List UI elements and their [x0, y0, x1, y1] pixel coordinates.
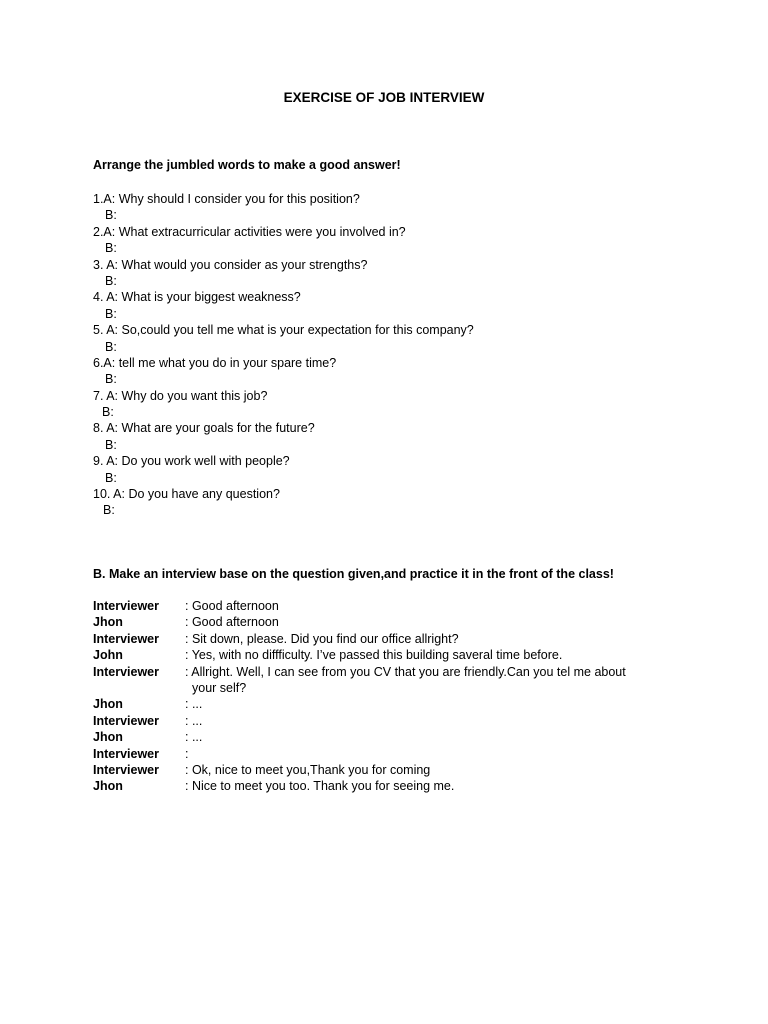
- dialog-line: : Ok, nice to meet you,Thank you for coming: [185, 763, 431, 778]
- dialog-line: : Allright. Well, I can see from you CV that you are friendly.Can you tel me about: [185, 664, 626, 679]
- dialog-row: [93, 746, 673, 762]
- speaker-name: Interviewer: [93, 599, 160, 613]
- question-8: 8. A: What are your goals for the future?: [93, 421, 315, 436]
- dialog-line-wrapped: [185, 664, 673, 697]
- dialog-line-continuation: your self?: [192, 681, 247, 696]
- dialog-line: : ...: [185, 697, 203, 712]
- dialog-row: [93, 598, 673, 614]
- dialog-row: [93, 729, 673, 745]
- speaker-name: Interviewer: [93, 664, 160, 679]
- speaker-name: Interviewer: [93, 713, 160, 728]
- answer-3: B:: [105, 273, 117, 288]
- answer-7: B:: [102, 405, 114, 420]
- question-9: 9. A: Do you work well with people?: [93, 454, 290, 469]
- answer-8: B:: [105, 437, 117, 452]
- dialog-row: [93, 696, 673, 712]
- dialog-line: : Nice to meet you too. Thank you for seeing me.: [185, 779, 455, 794]
- speaker-name: Interviewer: [93, 746, 160, 761]
- dialog-row: [93, 713, 673, 729]
- answer-4: B:: [105, 306, 117, 321]
- dialog-line: : Good afternoon: [185, 615, 279, 630]
- section-b-instruction: B. Make an interview base on the question given,and practice it in the front of the class!: [93, 567, 614, 581]
- speaker-name: Jhon: [93, 779, 123, 794]
- dialog-line: : ...: [185, 730, 203, 745]
- answer-2: B:: [105, 241, 117, 256]
- question-4: 4. A: What is your biggest weakness?: [93, 290, 301, 305]
- dialog-line: :: [185, 746, 189, 761]
- dialog-row: [93, 778, 673, 794]
- question-10: 10. A: Do you have any question?: [93, 487, 280, 502]
- speaker-name: Interviewer: [93, 763, 160, 778]
- dialog-line: : Good afternoon: [185, 599, 279, 613]
- question-list: [93, 191, 474, 519]
- page-title: EXERCISE OF JOB INTERVIEW: [283, 90, 485, 105]
- dialog-line: : Yes, with no diffficulty. I’ve passed this building saveral time before.: [185, 648, 563, 663]
- dialog-line: : ...: [185, 713, 203, 728]
- answer-6: B:: [105, 372, 117, 387]
- dialog-row: [93, 631, 673, 647]
- speaker-name: Jhon: [93, 697, 123, 712]
- speaker-name: John: [93, 648, 123, 663]
- answer-5: B:: [105, 339, 117, 354]
- question-1: 1.A: Why should I consider you for this position?: [93, 192, 360, 206]
- question-6: 6.A: tell me what you do in your spare time?: [93, 355, 337, 370]
- question-7: 7. A: Why do you want this job?: [93, 388, 268, 403]
- dialog-row: [93, 647, 673, 663]
- answer-10: B:: [103, 503, 115, 518]
- speaker-name: Jhon: [93, 730, 123, 745]
- dialog-row: [93, 762, 673, 778]
- dialog-row: [93, 664, 673, 697]
- speaker-name: Interviewer: [93, 631, 160, 646]
- answer-1: B:: [105, 208, 117, 223]
- answer-9: B:: [105, 470, 117, 485]
- interview-dialog: [93, 598, 673, 795]
- dialog-row: [93, 614, 673, 630]
- speaker-name: Jhon: [93, 615, 123, 630]
- section-a-instruction: Arrange the jumbled words to make a good answer!: [93, 158, 401, 172]
- question-2: 2.A: What extracurricular activities were you involved in?: [93, 224, 406, 239]
- question-3: 3. A: What would you consider as your strengths?: [93, 257, 368, 272]
- question-5: 5. A: So,could you tell me what is your expectation for this company?: [93, 323, 474, 338]
- dialog-line: : Sit down, please. Did you find our office allright?: [185, 631, 459, 646]
